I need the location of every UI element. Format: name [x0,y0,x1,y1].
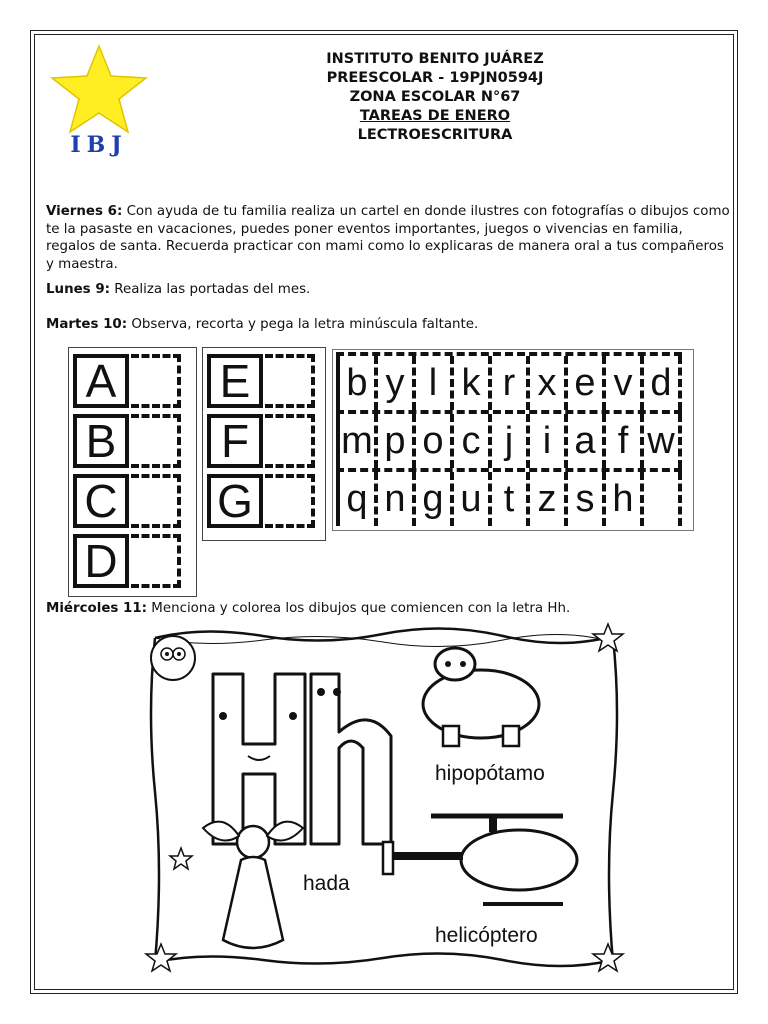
capital-letter: E [207,354,263,408]
lowercase-letter-cell[interactable]: f [606,414,644,468]
lowercase-letter-cell[interactable]: d [644,356,682,410]
lowercase-letter-cell[interactable]: z [530,472,568,526]
letter-pair [207,414,315,468]
letter-pair [207,474,315,528]
capital-letter: A [73,354,129,408]
paste-box[interactable] [265,354,315,408]
school-zone: ZONA ESCOLAR N°67 [349,89,521,105]
lowercase-letter-cell[interactable]: s [568,472,606,526]
lowercase-letter-cell[interactable]: m [340,414,378,468]
lowercase-letter-cell[interactable]: b [340,356,378,410]
lowercase-grid-rows [336,352,682,526]
label-helicoptero: helicóptero [435,924,538,947]
lowercase-letters-grid [332,349,694,531]
lowercase-letter-cell[interactable]: k [454,356,492,410]
logo-text: IBJ [70,132,128,158]
capital-letter: F [207,414,263,468]
task-martes [46,316,736,334]
lowercase-letter-cell[interactable]: x [530,356,568,410]
label-hada: hada [303,872,350,895]
capital-letter: D [73,534,129,588]
lowercase-letter-cell[interactable]: r [492,356,530,410]
capital-letter: C [73,474,129,528]
letter-pair [73,354,181,408]
task-day-label: Lunes 9: [46,282,110,297]
capital-letter: G [207,474,263,528]
lowercase-row [336,468,682,526]
paste-box[interactable] [131,534,181,588]
task-text: Observa, recorta y pega la letra minúscula faltante. [127,317,479,332]
letter-pair [73,474,181,528]
lowercase-row [336,410,682,468]
star-icon [48,44,150,136]
lowercase-letter-cell[interactable]: g [416,472,454,526]
task-miercoles [46,600,736,618]
lowercase-letter-cell[interactable]: y [378,356,416,410]
lowercase-letter-cell[interactable]: u [454,472,492,526]
lowercase-letter-cell[interactable]: n [378,472,416,526]
paste-box[interactable] [265,414,315,468]
paste-box[interactable] [131,354,181,408]
school-logo [48,44,150,162]
capital-letters-sheet-1 [68,347,197,597]
lowercase-letter-cell[interactable]: o [416,414,454,468]
coloring-sheet [143,622,626,974]
school-level: PREESCOLAR - 19PJN0594J [326,70,544,86]
paste-box[interactable] [131,474,181,528]
task-text: Menciona y colorea los dibujos que comiencen con la letra Hh. [147,601,571,616]
lowercase-letter-cell[interactable]: p [378,414,416,468]
task-lunes [46,281,736,299]
coloring-sheet-border [143,622,626,974]
lowercase-letter-cell[interactable] [644,472,682,526]
lowercase-letter-cell[interactable]: a [568,414,606,468]
letter-pair [73,414,181,468]
task-day-label: Viernes 6: [46,204,123,219]
lowercase-letter-cell[interactable]: q [340,472,378,526]
lowercase-letter-cell[interactable]: c [454,414,492,468]
paste-box[interactable] [265,474,315,528]
lowercase-letter-cell[interactable]: l [416,356,454,410]
task-viernes [46,203,736,273]
lowercase-letter-cell[interactable]: j [492,414,530,468]
document-title: TAREAS DE ENERO [359,108,511,124]
lowercase-letter-cell[interactable]: h [606,472,644,526]
label-hipopotamo: hipopótamo [435,762,545,785]
school-name: INSTITUTO BENITO JUÁREZ [326,51,544,67]
task-text: Con ayuda de tu familia realiza un cartel en donde ilustres con fotografías o dibujos como te la pasaste en vacaciones, puedes poner eventos importantes, juegos o vivencias en familia, regalos de santa. Recuerda practicar con mami como lo explicaras de manera oral a tus compañeros y maestra. [46,204,730,272]
task-day-label: Martes 10: [46,317,128,332]
star-icon [146,944,176,971]
lowercase-letter-cell[interactable]: i [530,414,568,468]
lowercase-letter-cell[interactable]: e [568,356,606,410]
letter-pair [207,354,315,408]
letter-pair [73,534,181,588]
task-text: Realiza las portadas del mes. [110,282,311,297]
lowercase-letter-cell[interactable]: v [606,356,644,410]
paste-box[interactable] [131,414,181,468]
lowercase-letter-cell[interactable]: t [492,472,530,526]
document-subject: LECTROESCRITURA [357,127,513,143]
task-day-label: Miércoles 11: [46,601,148,616]
star-icon [593,624,623,651]
capital-letters-sheet-2 [202,347,326,541]
star-icon [593,944,623,971]
lowercase-letter-cell[interactable]: w [644,414,682,468]
lowercase-row [336,352,682,410]
document-header [250,50,620,145]
capital-letter: B [73,414,129,468]
